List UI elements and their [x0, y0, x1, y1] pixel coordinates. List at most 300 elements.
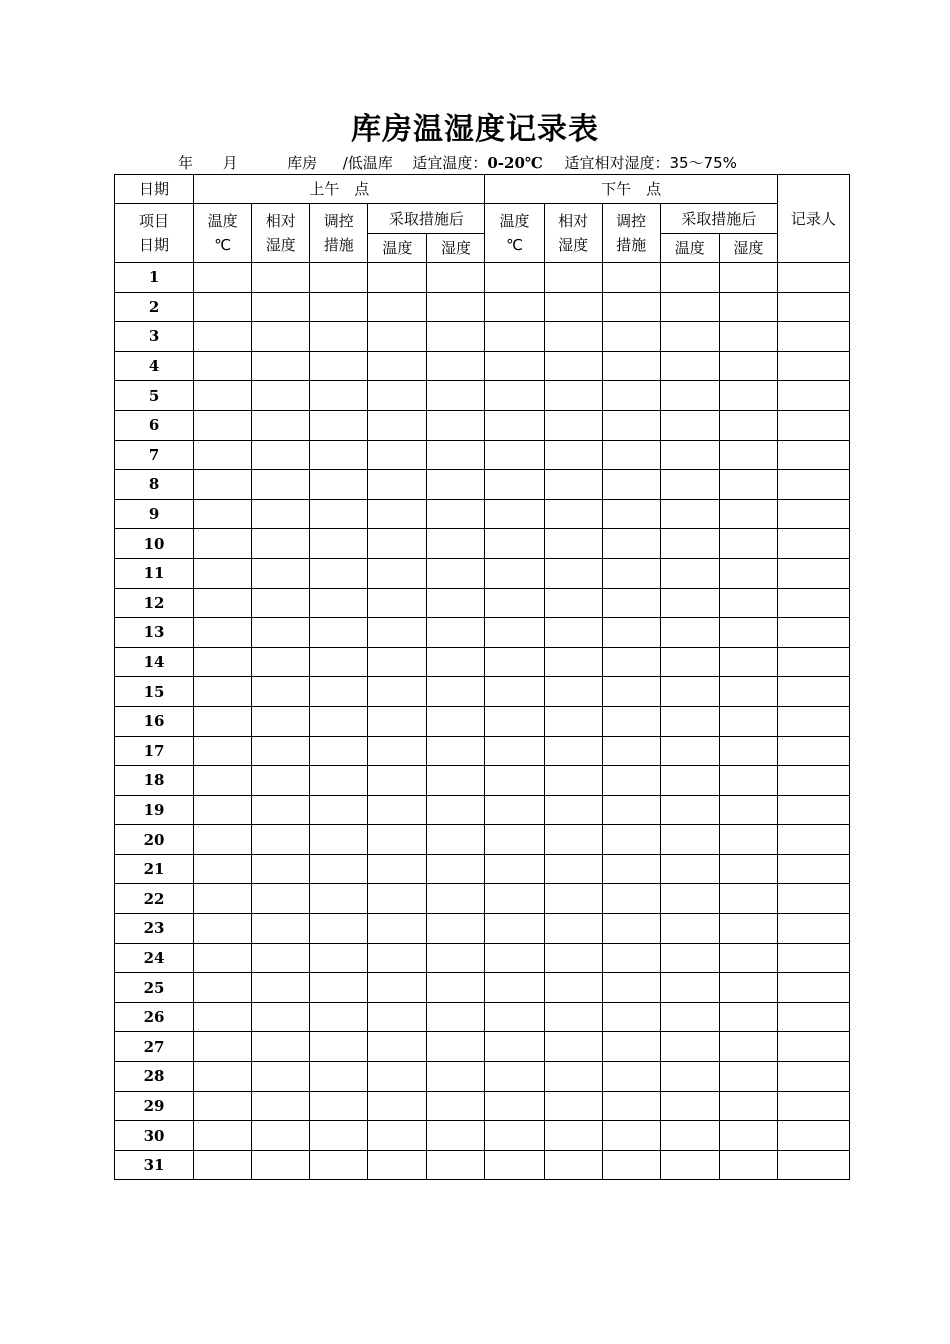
- entry-cell[interactable]: [719, 647, 777, 677]
- entry-cell[interactable]: [485, 914, 544, 944]
- entry-cell[interactable]: [310, 736, 368, 766]
- entry-cell[interactable]: [719, 766, 777, 796]
- entry-cell[interactable]: [194, 1002, 252, 1032]
- entry-cell[interactable]: [602, 884, 660, 914]
- entry-cell[interactable]: [252, 1121, 310, 1151]
- entry-cell[interactable]: [194, 470, 252, 500]
- entry-cell[interactable]: [310, 1062, 368, 1092]
- entry-cell[interactable]: [252, 440, 310, 470]
- entry-cell[interactable]: [660, 529, 719, 559]
- entry-cell[interactable]: [485, 470, 544, 500]
- entry-cell[interactable]: [310, 470, 368, 500]
- entry-cell[interactable]: [719, 1062, 777, 1092]
- entry-cell[interactable]: [310, 1032, 368, 1062]
- entry-cell[interactable]: [660, 647, 719, 677]
- entry-cell[interactable]: [660, 588, 719, 618]
- entry-cell[interactable]: [485, 322, 544, 352]
- entry-cell[interactable]: [194, 825, 252, 855]
- entry-cell[interactable]: [777, 914, 849, 944]
- entry-cell[interactable]: [777, 529, 849, 559]
- entry-cell[interactable]: [719, 914, 777, 944]
- entry-cell[interactable]: [485, 440, 544, 470]
- entry-cell[interactable]: [368, 795, 427, 825]
- entry-cell[interactable]: [777, 1032, 849, 1062]
- entry-cell[interactable]: [544, 973, 602, 1003]
- entry-cell[interactable]: [544, 677, 602, 707]
- entry-cell[interactable]: [427, 677, 485, 707]
- entry-cell[interactable]: [252, 854, 310, 884]
- entry-cell[interactable]: [719, 1121, 777, 1151]
- entry-cell[interactable]: [310, 914, 368, 944]
- entry-cell[interactable]: [194, 529, 252, 559]
- entry-cell[interactable]: [777, 558, 849, 588]
- entry-cell[interactable]: [660, 706, 719, 736]
- entry-cell[interactable]: [310, 825, 368, 855]
- entry-cell[interactable]: [602, 647, 660, 677]
- entry-cell[interactable]: [368, 322, 427, 352]
- entry-cell[interactable]: [777, 825, 849, 855]
- entry-cell[interactable]: [427, 825, 485, 855]
- entry-cell[interactable]: [252, 825, 310, 855]
- entry-cell[interactable]: [719, 558, 777, 588]
- entry-cell[interactable]: [719, 618, 777, 648]
- entry-cell[interactable]: [485, 677, 544, 707]
- entry-cell[interactable]: [660, 766, 719, 796]
- entry-cell[interactable]: [194, 558, 252, 588]
- entry-cell[interactable]: [602, 677, 660, 707]
- entry-cell[interactable]: [602, 381, 660, 411]
- entry-cell[interactable]: [777, 795, 849, 825]
- entry-cell[interactable]: [544, 351, 602, 381]
- entry-cell[interactable]: [544, 322, 602, 352]
- entry-cell[interactable]: [368, 1062, 427, 1092]
- entry-cell[interactable]: [777, 263, 849, 293]
- entry-cell[interactable]: [660, 351, 719, 381]
- entry-cell[interactable]: [194, 647, 252, 677]
- entry-cell[interactable]: [310, 410, 368, 440]
- entry-cell[interactable]: [602, 588, 660, 618]
- entry-cell[interactable]: [194, 677, 252, 707]
- entry-cell[interactable]: [310, 973, 368, 1003]
- entry-cell[interactable]: [602, 1002, 660, 1032]
- entry-cell[interactable]: [194, 1062, 252, 1092]
- entry-cell[interactable]: [485, 766, 544, 796]
- entry-cell[interactable]: [427, 1121, 485, 1151]
- entry-cell[interactable]: [310, 618, 368, 648]
- entry-cell[interactable]: [485, 351, 544, 381]
- entry-cell[interactable]: [660, 470, 719, 500]
- entry-cell[interactable]: [310, 677, 368, 707]
- entry-cell[interactable]: [252, 558, 310, 588]
- entry-cell[interactable]: [485, 736, 544, 766]
- entry-cell[interactable]: [252, 1032, 310, 1062]
- entry-cell[interactable]: [544, 943, 602, 973]
- entry-cell[interactable]: [194, 736, 252, 766]
- entry-cell[interactable]: [544, 529, 602, 559]
- entry-cell[interactable]: [310, 263, 368, 293]
- entry-cell[interactable]: [485, 1091, 544, 1121]
- entry-cell[interactable]: [427, 1032, 485, 1062]
- entry-cell[interactable]: [252, 499, 310, 529]
- entry-cell[interactable]: [427, 410, 485, 440]
- entry-cell[interactable]: [660, 973, 719, 1003]
- entry-cell[interactable]: [602, 854, 660, 884]
- entry-cell[interactable]: [777, 647, 849, 677]
- entry-cell[interactable]: [602, 1032, 660, 1062]
- entry-cell[interactable]: [719, 1091, 777, 1121]
- entry-cell[interactable]: [427, 973, 485, 1003]
- entry-cell[interactable]: [485, 1121, 544, 1151]
- entry-cell[interactable]: [660, 292, 719, 322]
- entry-cell[interactable]: [544, 292, 602, 322]
- entry-cell[interactable]: [544, 1121, 602, 1151]
- entry-cell[interactable]: [368, 825, 427, 855]
- entry-cell[interactable]: [485, 884, 544, 914]
- entry-cell[interactable]: [544, 499, 602, 529]
- entry-cell[interactable]: [602, 440, 660, 470]
- entry-cell[interactable]: [194, 766, 252, 796]
- entry-cell[interactable]: [194, 884, 252, 914]
- entry-cell[interactable]: [544, 410, 602, 440]
- entry-cell[interactable]: [602, 529, 660, 559]
- entry-cell[interactable]: [368, 1121, 427, 1151]
- entry-cell[interactable]: [194, 795, 252, 825]
- entry-cell[interactable]: [777, 470, 849, 500]
- entry-cell[interactable]: [544, 914, 602, 944]
- entry-cell[interactable]: [719, 529, 777, 559]
- entry-cell[interactable]: [660, 1150, 719, 1180]
- entry-cell[interactable]: [777, 410, 849, 440]
- entry-cell[interactable]: [427, 263, 485, 293]
- entry-cell[interactable]: [660, 1032, 719, 1062]
- entry-cell[interactable]: [252, 677, 310, 707]
- entry-cell[interactable]: [719, 440, 777, 470]
- entry-cell[interactable]: [777, 499, 849, 529]
- entry-cell[interactable]: [310, 322, 368, 352]
- entry-cell[interactable]: [485, 292, 544, 322]
- entry-cell[interactable]: [602, 1091, 660, 1121]
- entry-cell[interactable]: [777, 588, 849, 618]
- entry-cell[interactable]: [660, 558, 719, 588]
- entry-cell[interactable]: [368, 618, 427, 648]
- entry-cell[interactable]: [777, 884, 849, 914]
- entry-cell[interactable]: [660, 1121, 719, 1151]
- entry-cell[interactable]: [194, 973, 252, 1003]
- entry-cell[interactable]: [660, 854, 719, 884]
- entry-cell[interactable]: [544, 263, 602, 293]
- entry-cell[interactable]: [544, 618, 602, 648]
- entry-cell[interactable]: [252, 766, 310, 796]
- entry-cell[interactable]: [368, 263, 427, 293]
- entry-cell[interactable]: [485, 795, 544, 825]
- entry-cell[interactable]: [368, 677, 427, 707]
- entry-cell[interactable]: [368, 706, 427, 736]
- entry-cell[interactable]: [368, 914, 427, 944]
- entry-cell[interactable]: [485, 973, 544, 1003]
- entry-cell[interactable]: [427, 499, 485, 529]
- entry-cell[interactable]: [368, 736, 427, 766]
- entry-cell[interactable]: [252, 470, 310, 500]
- entry-cell[interactable]: [719, 410, 777, 440]
- entry-cell[interactable]: [602, 1150, 660, 1180]
- entry-cell[interactable]: [719, 677, 777, 707]
- entry-cell[interactable]: [602, 1062, 660, 1092]
- entry-cell[interactable]: [660, 410, 719, 440]
- entry-cell[interactable]: [602, 292, 660, 322]
- entry-cell[interactable]: [777, 1002, 849, 1032]
- entry-cell[interactable]: [368, 1002, 427, 1032]
- entry-cell[interactable]: [427, 351, 485, 381]
- entry-cell[interactable]: [777, 973, 849, 1003]
- entry-cell[interactable]: [544, 766, 602, 796]
- entry-cell[interactable]: [368, 292, 427, 322]
- entry-cell[interactable]: [602, 736, 660, 766]
- entry-cell[interactable]: [194, 381, 252, 411]
- entry-cell[interactable]: [660, 618, 719, 648]
- entry-cell[interactable]: [310, 1150, 368, 1180]
- entry-cell[interactable]: [252, 973, 310, 1003]
- entry-cell[interactable]: [777, 440, 849, 470]
- entry-cell[interactable]: [719, 1002, 777, 1032]
- entry-cell[interactable]: [368, 351, 427, 381]
- entry-cell[interactable]: [485, 410, 544, 440]
- entry-cell[interactable]: [602, 766, 660, 796]
- entry-cell[interactable]: [544, 1150, 602, 1180]
- entry-cell[interactable]: [310, 588, 368, 618]
- entry-cell[interactable]: [660, 322, 719, 352]
- entry-cell[interactable]: [719, 884, 777, 914]
- entry-cell[interactable]: [544, 1032, 602, 1062]
- entry-cell[interactable]: [427, 322, 485, 352]
- entry-cell[interactable]: [544, 854, 602, 884]
- entry-cell[interactable]: [660, 795, 719, 825]
- entry-cell[interactable]: [485, 1150, 544, 1180]
- entry-cell[interactable]: [777, 1150, 849, 1180]
- entry-cell[interactable]: [368, 943, 427, 973]
- entry-cell[interactable]: [427, 440, 485, 470]
- entry-cell[interactable]: [252, 1002, 310, 1032]
- entry-cell[interactable]: [368, 647, 427, 677]
- entry-cell[interactable]: [310, 529, 368, 559]
- entry-cell[interactable]: [660, 499, 719, 529]
- entry-cell[interactable]: [660, 884, 719, 914]
- entry-cell[interactable]: [310, 1002, 368, 1032]
- entry-cell[interactable]: [602, 1121, 660, 1151]
- entry-cell[interactable]: [252, 351, 310, 381]
- entry-cell[interactable]: [310, 499, 368, 529]
- entry-cell[interactable]: [777, 766, 849, 796]
- entry-cell[interactable]: [544, 381, 602, 411]
- entry-cell[interactable]: [368, 470, 427, 500]
- entry-cell[interactable]: [310, 884, 368, 914]
- entry-cell[interactable]: [252, 1150, 310, 1180]
- entry-cell[interactable]: [544, 1062, 602, 1092]
- entry-cell[interactable]: [194, 618, 252, 648]
- entry-cell[interactable]: [777, 736, 849, 766]
- entry-cell[interactable]: [194, 410, 252, 440]
- entry-cell[interactable]: [194, 499, 252, 529]
- entry-cell[interactable]: [368, 1091, 427, 1121]
- entry-cell[interactable]: [368, 766, 427, 796]
- entry-cell[interactable]: [544, 1002, 602, 1032]
- entry-cell[interactable]: [252, 795, 310, 825]
- entry-cell[interactable]: [485, 706, 544, 736]
- entry-cell[interactable]: [544, 588, 602, 618]
- entry-cell[interactable]: [194, 854, 252, 884]
- entry-cell[interactable]: [427, 943, 485, 973]
- entry-cell[interactable]: [602, 795, 660, 825]
- entry-cell[interactable]: [719, 499, 777, 529]
- entry-cell[interactable]: [310, 943, 368, 973]
- entry-cell[interactable]: [602, 410, 660, 440]
- entry-cell[interactable]: [544, 647, 602, 677]
- entry-cell[interactable]: [427, 914, 485, 944]
- entry-cell[interactable]: [427, 706, 485, 736]
- entry-cell[interactable]: [660, 943, 719, 973]
- entry-cell[interactable]: [194, 1121, 252, 1151]
- entry-cell[interactable]: [252, 381, 310, 411]
- entry-cell[interactable]: [194, 263, 252, 293]
- entry-cell[interactable]: [777, 1121, 849, 1151]
- entry-cell[interactable]: [368, 1150, 427, 1180]
- entry-cell[interactable]: [602, 263, 660, 293]
- entry-cell[interactable]: [719, 263, 777, 293]
- entry-cell[interactable]: [777, 381, 849, 411]
- entry-cell[interactable]: [252, 263, 310, 293]
- entry-cell[interactable]: [427, 854, 485, 884]
- entry-cell[interactable]: [777, 706, 849, 736]
- entry-cell[interactable]: [777, 351, 849, 381]
- entry-cell[interactable]: [194, 706, 252, 736]
- entry-cell[interactable]: [485, 1032, 544, 1062]
- entry-cell[interactable]: [660, 1062, 719, 1092]
- entry-cell[interactable]: [310, 558, 368, 588]
- entry-cell[interactable]: [544, 884, 602, 914]
- entry-cell[interactable]: [602, 973, 660, 1003]
- entry-cell[interactable]: [252, 292, 310, 322]
- entry-cell[interactable]: [194, 440, 252, 470]
- entry-cell[interactable]: [194, 1032, 252, 1062]
- entry-cell[interactable]: [485, 647, 544, 677]
- entry-cell[interactable]: [719, 351, 777, 381]
- entry-cell[interactable]: [660, 263, 719, 293]
- entry-cell[interactable]: [427, 558, 485, 588]
- entry-cell[interactable]: [252, 618, 310, 648]
- entry-cell[interactable]: [368, 499, 427, 529]
- entry-cell[interactable]: [485, 381, 544, 411]
- entry-cell[interactable]: [252, 884, 310, 914]
- entry-cell[interactable]: [485, 499, 544, 529]
- entry-cell[interactable]: [310, 1091, 368, 1121]
- entry-cell[interactable]: [427, 292, 485, 322]
- entry-cell[interactable]: [602, 322, 660, 352]
- entry-cell[interactable]: [544, 795, 602, 825]
- entry-cell[interactable]: [368, 381, 427, 411]
- entry-cell[interactable]: [252, 914, 310, 944]
- entry-cell[interactable]: [252, 943, 310, 973]
- entry-cell[interactable]: [427, 470, 485, 500]
- entry-cell[interactable]: [368, 558, 427, 588]
- entry-cell[interactable]: [368, 854, 427, 884]
- entry-cell[interactable]: [544, 706, 602, 736]
- entry-cell[interactable]: [719, 470, 777, 500]
- entry-cell[interactable]: [485, 825, 544, 855]
- entry-cell[interactable]: [660, 1091, 719, 1121]
- entry-cell[interactable]: [719, 854, 777, 884]
- entry-cell[interactable]: [485, 529, 544, 559]
- entry-cell[interactable]: [368, 973, 427, 1003]
- entry-cell[interactable]: [310, 351, 368, 381]
- entry-cell[interactable]: [602, 351, 660, 381]
- entry-cell[interactable]: [719, 1032, 777, 1062]
- entry-cell[interactable]: [660, 1002, 719, 1032]
- entry-cell[interactable]: [194, 292, 252, 322]
- entry-cell[interactable]: [544, 736, 602, 766]
- entry-cell[interactable]: [719, 588, 777, 618]
- entry-cell[interactable]: [777, 292, 849, 322]
- entry-cell[interactable]: [252, 322, 310, 352]
- entry-cell[interactable]: [602, 914, 660, 944]
- entry-cell[interactable]: [660, 677, 719, 707]
- entry-cell[interactable]: [719, 943, 777, 973]
- entry-cell[interactable]: [310, 1121, 368, 1151]
- entry-cell[interactable]: [368, 884, 427, 914]
- entry-cell[interactable]: [602, 706, 660, 736]
- entry-cell[interactable]: [544, 470, 602, 500]
- entry-cell[interactable]: [427, 1091, 485, 1121]
- entry-cell[interactable]: [194, 1091, 252, 1121]
- entry-cell[interactable]: [660, 440, 719, 470]
- entry-cell[interactable]: [660, 914, 719, 944]
- entry-cell[interactable]: [719, 1150, 777, 1180]
- entry-cell[interactable]: [485, 854, 544, 884]
- entry-cell[interactable]: [602, 618, 660, 648]
- entry-cell[interactable]: [427, 884, 485, 914]
- entry-cell[interactable]: [368, 1032, 427, 1062]
- entry-cell[interactable]: [719, 973, 777, 1003]
- entry-cell[interactable]: [602, 499, 660, 529]
- entry-cell[interactable]: [252, 1091, 310, 1121]
- entry-cell[interactable]: [427, 647, 485, 677]
- entry-cell[interactable]: [719, 736, 777, 766]
- entry-cell[interactable]: [368, 440, 427, 470]
- entry-cell[interactable]: [310, 795, 368, 825]
- entry-cell[interactable]: [310, 647, 368, 677]
- entry-cell[interactable]: [777, 677, 849, 707]
- entry-cell[interactable]: [310, 381, 368, 411]
- entry-cell[interactable]: [777, 322, 849, 352]
- entry-cell[interactable]: [485, 943, 544, 973]
- entry-cell[interactable]: [194, 322, 252, 352]
- entry-cell[interactable]: [777, 618, 849, 648]
- entry-cell[interactable]: [485, 263, 544, 293]
- entry-cell[interactable]: [427, 795, 485, 825]
- entry-cell[interactable]: [719, 825, 777, 855]
- entry-cell[interactable]: [777, 854, 849, 884]
- entry-cell[interactable]: [252, 410, 310, 440]
- entry-cell[interactable]: [777, 1091, 849, 1121]
- entry-cell[interactable]: [485, 1002, 544, 1032]
- entry-cell[interactable]: [310, 854, 368, 884]
- entry-cell[interactable]: [427, 766, 485, 796]
- entry-cell[interactable]: [485, 588, 544, 618]
- entry-cell[interactable]: [719, 322, 777, 352]
- entry-cell[interactable]: [252, 736, 310, 766]
- entry-cell[interactable]: [544, 440, 602, 470]
- entry-cell[interactable]: [194, 914, 252, 944]
- entry-cell[interactable]: [427, 736, 485, 766]
- entry-cell[interactable]: [427, 1062, 485, 1092]
